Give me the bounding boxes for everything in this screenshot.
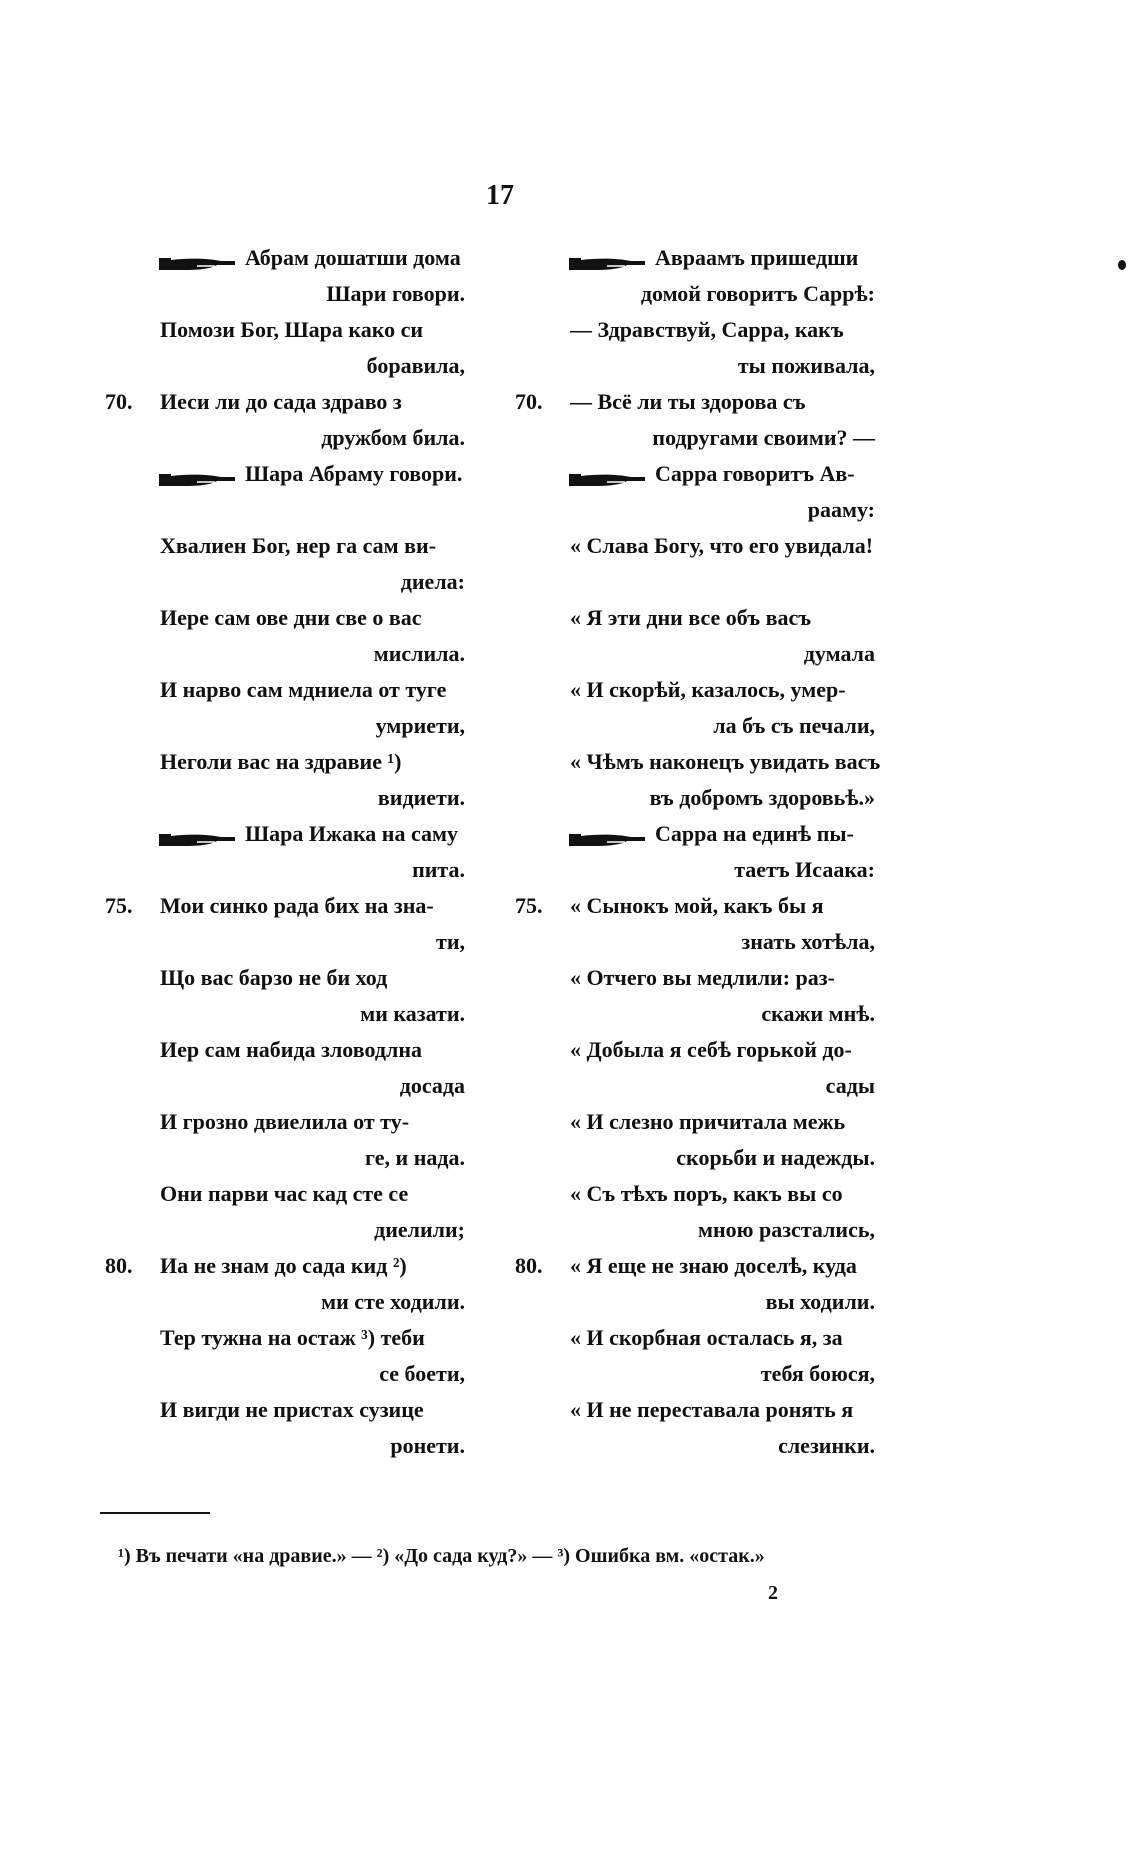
verse-line: [505, 744, 905, 780]
verse-text: Мои синко рада бих на зна-: [160, 893, 434, 918]
verse-line: [95, 1248, 495, 1284]
verse-line: [505, 816, 905, 852]
verse-number: 80.: [105, 1253, 133, 1278]
verse-text: ла бъ съ печали,: [713, 713, 875, 738]
verse-line: [95, 996, 495, 1032]
verse-line: [505, 456, 905, 492]
verse-text: Иер сам набида зловодлна: [160, 1037, 422, 1062]
verse-line: [505, 1248, 905, 1284]
verse-line: [95, 672, 495, 708]
verse-line: [95, 492, 495, 528]
verse-text: таетъ Исаака:: [734, 857, 875, 882]
right-column-russian-text: [505, 240, 905, 1464]
verse-text: « И скорѣй, казалось, умер-: [570, 677, 846, 702]
verse-text: скорьби и надежды.: [676, 1145, 875, 1170]
verse-line: [95, 816, 495, 852]
pointing-hand-icon: [567, 465, 647, 485]
verse-line: [505, 888, 905, 924]
footnote: ¹) Въ печати «на дравие.» — ²) «До сада куд?» — ³) Ошибка вм. «остак.»: [118, 1545, 765, 1567]
verse-line: [95, 636, 495, 672]
verse-line: [95, 852, 495, 888]
verse-line: [505, 1032, 905, 1068]
left-column-serbian-text: [95, 240, 495, 1464]
verse-line: [95, 1428, 495, 1464]
verse-line: [95, 780, 495, 816]
verse-text: досада: [399, 1073, 465, 1098]
verse-text: — Всё ли ты здорова съ: [570, 389, 806, 414]
pointing-hand-icon: [157, 249, 237, 269]
footnote-divider: [100, 1512, 210, 1514]
verse-text: рааму:: [807, 497, 875, 522]
verse-number: 80.: [515, 1253, 543, 1278]
margin-dot: [1118, 260, 1126, 270]
pointing-hand-icon: [157, 465, 237, 485]
verse-line: [505, 528, 905, 564]
verse-line: [505, 492, 905, 528]
verse-line: [505, 600, 905, 636]
pointing-hand-icon: [567, 825, 647, 845]
verse-line: [505, 276, 905, 312]
verse-line: [95, 312, 495, 348]
verse-line: [95, 1176, 495, 1212]
verse-line: [95, 1140, 495, 1176]
verse-text: боравила,: [366, 353, 465, 378]
verse-text: сады: [825, 1073, 875, 1098]
verse-line: [95, 348, 495, 384]
verse-line: [95, 1212, 495, 1248]
pointing-hand-icon: [567, 249, 647, 269]
verse-text: пита.: [412, 857, 465, 882]
verse-line: [95, 744, 495, 780]
verse-line: [505, 1068, 905, 1104]
verse-text: ти,: [436, 929, 465, 954]
page-number: 17: [486, 180, 514, 211]
verse-text: знать хотѣла,: [741, 929, 875, 954]
verse-number: 70.: [105, 389, 133, 414]
verse-text: домой говоритъ Саррѣ:: [640, 281, 875, 306]
verse-text: Шара Ижака на саму: [245, 821, 458, 846]
verse-line: [505, 780, 905, 816]
verse-text: се боети,: [379, 1361, 465, 1386]
verse-text: мною разстались,: [698, 1217, 875, 1242]
verse-line: [505, 1212, 905, 1248]
verse-text: « Я эти дни все объ васъ: [570, 605, 812, 630]
verse-line: [95, 708, 495, 744]
verse-text: « Слава Богу, что его увидала!: [570, 533, 874, 558]
verse-text: слезинки.: [778, 1433, 875, 1458]
verse-text: диела:: [400, 569, 465, 594]
pointing-hand-icon: [157, 825, 237, 845]
verse-text: Абрам дошатши дома: [245, 245, 461, 270]
verse-text: Сарра на единѣ пы-: [655, 821, 854, 846]
verse-line: [95, 420, 495, 456]
verse-text: И нарво сам мдниела от туге: [160, 677, 447, 702]
verse-line: [95, 564, 495, 600]
verse-line: [95, 456, 495, 492]
verse-text: « И не переставала ронять я: [570, 1397, 854, 1422]
verse-line: [505, 312, 905, 348]
verse-text: думала: [803, 641, 875, 666]
verse-text: диелили;: [374, 1217, 465, 1242]
verse-text: « Сынокъ мой, какъ бы я: [570, 893, 824, 918]
verse-line: [95, 924, 495, 960]
verse-line: [95, 960, 495, 996]
verse-line: [95, 384, 495, 420]
verse-text: — Здравствуй, Сарра, какъ: [570, 317, 844, 342]
verse-line: [95, 1032, 495, 1068]
verse-text: подругами своими? —: [652, 425, 875, 450]
verse-line: [95, 1104, 495, 1140]
verse-line: [505, 240, 905, 276]
verse-line: [505, 1176, 905, 1212]
verse-line: [505, 1140, 905, 1176]
verse-line: [505, 996, 905, 1032]
verse-text: Що вас барзо не би ход: [160, 965, 388, 990]
verse-line: [505, 960, 905, 996]
verse-text: Иеси ли до сада здраво з: [160, 389, 402, 414]
verse-text: Иере сам ове дни све о вас: [160, 605, 422, 630]
verse-text: ми сте ходили.: [321, 1289, 465, 1314]
verse-line: [505, 852, 905, 888]
verse-line: [505, 1320, 905, 1356]
verse-number: 75.: [105, 893, 133, 918]
verse-line: [95, 1068, 495, 1104]
verse-line: [505, 1392, 905, 1428]
verse-line: [505, 420, 905, 456]
verse-line: [95, 528, 495, 564]
verse-text: ронети.: [390, 1433, 465, 1458]
verse-text: « И скорбная осталась я, за: [570, 1325, 843, 1350]
verse-text: « И слезно причитала межь: [570, 1109, 846, 1134]
verse-text: Шари говори.: [326, 281, 465, 306]
verse-text: ты поживала,: [737, 353, 875, 378]
verse-text: дружбом била.: [321, 425, 465, 450]
verse-text: « Чѣмъ наконецъ увидать васъ: [570, 749, 881, 774]
verse-line: [505, 348, 905, 384]
verse-line: [505, 1284, 905, 1320]
verse-line: [505, 564, 905, 600]
verse-text: И вигди не пристах сузице: [160, 1397, 424, 1422]
verse-line: [505, 672, 905, 708]
verse-text: видиети.: [377, 785, 465, 810]
verse-line: [95, 1284, 495, 1320]
verse-number: 75.: [515, 893, 543, 918]
verse-text: въ добромъ здоровьѣ.»: [649, 785, 875, 810]
verse-text: ге, и нада.: [365, 1145, 465, 1170]
verse-text: « Добыла я себѣ горькой до-: [570, 1037, 852, 1062]
verse-line: [505, 1104, 905, 1140]
verse-line: [505, 1428, 905, 1464]
verse-number: 70.: [515, 389, 543, 414]
verse-text: вы ходили.: [765, 1289, 875, 1314]
verse-line: [95, 1392, 495, 1428]
verse-line: [505, 924, 905, 960]
verse-text: мислила.: [373, 641, 465, 666]
verse-text: Шара Абраму говори.: [245, 461, 463, 486]
verse-line: [505, 636, 905, 672]
verse-text: И грозно двиелила от ту-: [160, 1109, 410, 1134]
verse-line: [505, 1356, 905, 1392]
verse-text: Они парви час кад сте се: [160, 1181, 409, 1206]
verse-text: ми казати.: [360, 1001, 465, 1026]
verse-text: Иа не знам до сада кид ²): [160, 1253, 407, 1278]
verse-text: Сарра говоритъ Ав-: [655, 461, 855, 486]
verse-line: [505, 708, 905, 744]
verse-line: [95, 276, 495, 312]
verse-text: « Отчего вы медлили: раз-: [570, 965, 835, 990]
verse-text: « Я еще не знаю доселѣ, куда: [570, 1253, 857, 1278]
verse-text: Хвалиен Бог, нер га сам ви-: [160, 533, 437, 558]
verse-line: [95, 888, 495, 924]
verse-line: [95, 240, 495, 276]
verse-text: Помози Бог, Шара како си: [160, 317, 424, 342]
verse-text: тебя боюся,: [760, 1361, 875, 1386]
verse-text: Тер тужна на остаж ³) теби: [160, 1325, 425, 1350]
verse-text: « Съ тѣхъ поръ, какъ вы со: [570, 1181, 843, 1206]
verse-text: умриети,: [375, 713, 465, 738]
verse-line: [505, 384, 905, 420]
verse-line: [95, 1320, 495, 1356]
verse-text: Авраамъ пришедши: [655, 245, 859, 270]
verse-line: [95, 600, 495, 636]
verse-line: [95, 1356, 495, 1392]
signature-mark: 2: [768, 1582, 778, 1604]
verse-text: Неголи вас на здравие ¹): [160, 749, 402, 774]
verse-text: скажи мнѣ.: [761, 1001, 875, 1026]
